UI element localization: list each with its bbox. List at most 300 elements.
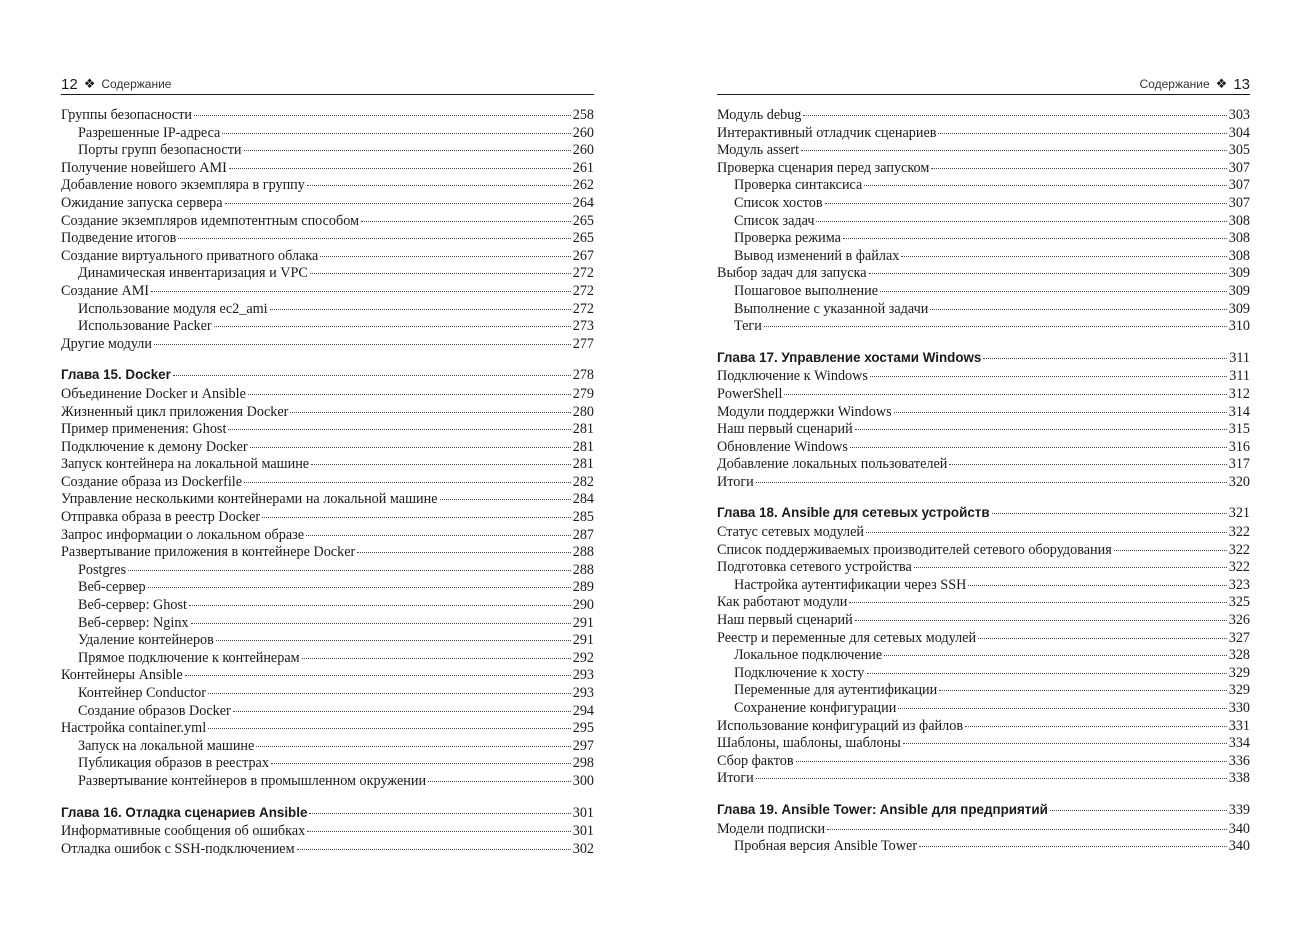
dot-leader xyxy=(214,325,571,327)
dot-leader xyxy=(154,343,571,345)
toc-entry-page: 329 xyxy=(1228,664,1250,681)
toc-entry-page: 262 xyxy=(572,177,594,194)
toc-entry-page: 260 xyxy=(572,124,594,141)
toc-entry-title: Жизненный цикл приложения Docker xyxy=(61,403,289,420)
toc-entry-title: Глава 19. Ansible Tower: Ansible для предприятий xyxy=(717,801,1048,817)
toc-entry-title: Группы безопасности xyxy=(61,107,193,123)
toc-chapter-heading xyxy=(61,366,594,384)
toc-entry-title: Глава 17. Управление хостами Windows xyxy=(717,349,982,365)
toc-entry xyxy=(61,421,594,439)
toc-entry xyxy=(717,195,1250,213)
toc-entry xyxy=(61,755,594,773)
toc-entry-page: 260 xyxy=(572,142,594,159)
toc-entry-page: 340 xyxy=(1228,838,1250,855)
running-header xyxy=(61,74,594,95)
running-title: Содержание xyxy=(1139,77,1210,91)
toc-chapter-heading xyxy=(717,801,1250,819)
toc-list xyxy=(61,107,594,858)
dot-leader xyxy=(914,566,1227,568)
toc-entry-title: Postgres xyxy=(78,561,127,578)
dot-leader xyxy=(850,446,1227,448)
toc-entry-page: 300 xyxy=(572,772,594,789)
ornament-icon: ❖ xyxy=(1215,76,1228,91)
toc-entry xyxy=(61,720,594,738)
toc-entry xyxy=(61,579,594,597)
toc-entry xyxy=(717,125,1250,143)
toc-entry-page: 281 xyxy=(572,456,594,473)
dot-leader xyxy=(816,220,1226,222)
page-number: 13 xyxy=(1233,75,1250,93)
dot-leader xyxy=(256,745,570,747)
toc-entry xyxy=(61,738,594,756)
toc-entry-title: Наш первый сценарий xyxy=(717,421,853,438)
toc-entry-page: 339 xyxy=(1228,801,1250,818)
toc-entry-page: 282 xyxy=(572,473,594,490)
toc-entry-title: Добавление локальных пользователей xyxy=(717,456,948,473)
toc-entry-title: Модуль debug xyxy=(717,107,802,123)
toc-entry xyxy=(717,368,1250,386)
toc-entry-title: Выбор задач для запуска xyxy=(717,265,867,282)
toc-entry-page: 302 xyxy=(572,840,594,857)
toc-entry xyxy=(61,544,594,562)
toc-entry-page: 307 xyxy=(1228,194,1250,211)
toc-entry-page: 272 xyxy=(572,265,594,282)
dot-leader xyxy=(867,672,1227,674)
dot-leader xyxy=(128,569,571,571)
toc-entry-page: 265 xyxy=(572,230,594,247)
toc-entry-page: 279 xyxy=(572,385,594,402)
toc-entry-page: 330 xyxy=(1228,700,1250,716)
toc-entry-title: Динамическая инвентаризация и VPC xyxy=(78,265,308,282)
dot-leader xyxy=(309,812,570,814)
toc-entry-title: Создание виртуального приватного облака xyxy=(61,247,319,264)
dot-leader xyxy=(864,184,1226,186)
dot-leader xyxy=(880,290,1227,292)
toc-entry xyxy=(717,230,1250,248)
dot-leader xyxy=(222,132,570,134)
toc-entry xyxy=(717,753,1250,771)
toc-entry xyxy=(61,125,594,143)
toc-entry-page: 273 xyxy=(572,318,594,335)
dot-leader xyxy=(965,725,1227,727)
toc-entry-page: 312 xyxy=(1228,385,1250,402)
dot-leader xyxy=(178,237,570,239)
toc-entry-title: Отправка образа в реестр Docker xyxy=(61,509,261,526)
toc-entry xyxy=(717,665,1250,683)
toc-entry xyxy=(717,718,1250,736)
dot-leader xyxy=(968,584,1226,586)
dot-leader xyxy=(930,308,1226,310)
dot-leader xyxy=(148,586,571,588)
toc-entry xyxy=(61,404,594,422)
toc-entry-title: Добавление нового экземпляра в группу xyxy=(61,177,305,194)
toc-entry-title: Список задач xyxy=(734,212,815,229)
toc-entry xyxy=(717,160,1250,178)
dot-leader xyxy=(173,374,571,376)
dot-leader xyxy=(983,357,1227,359)
toc-entry-page: 277 xyxy=(572,335,594,352)
toc-entry-title: Контейнер Conductor xyxy=(78,685,206,701)
toc-entry xyxy=(61,213,594,231)
ornament-icon: ❖ xyxy=(83,76,96,91)
toc-entry-title: Создание образов Docker xyxy=(78,702,231,719)
toc-entry-title: Ожидание запуска сервера xyxy=(61,194,223,211)
toc-entry-page: 320 xyxy=(1228,473,1250,490)
dot-leader xyxy=(244,481,571,483)
toc-entry xyxy=(61,318,594,336)
toc-entry-title: Переменные для аутентификации xyxy=(734,682,938,699)
toc-entry-title: PowerShell xyxy=(717,385,783,402)
toc-entry-page: 317 xyxy=(1228,456,1250,473)
toc-entry xyxy=(717,559,1250,577)
toc-entry xyxy=(61,456,594,474)
toc-entry xyxy=(61,491,594,509)
toc-entry-page: 308 xyxy=(1228,230,1250,247)
toc-entry xyxy=(717,301,1250,319)
toc-entry xyxy=(61,107,594,125)
toc-entry xyxy=(717,386,1250,404)
toc-entry-title: Как работают модули xyxy=(717,594,848,611)
toc-entry-page: 309 xyxy=(1228,300,1250,317)
dot-leader xyxy=(866,531,1227,533)
dot-leader xyxy=(898,707,1226,709)
dot-leader xyxy=(233,710,571,712)
toc-entry xyxy=(61,336,594,354)
toc-entry xyxy=(717,107,1250,125)
toc-entry-title: Теги xyxy=(734,318,762,335)
dot-leader xyxy=(307,184,571,186)
toc-entry-title: Прямое подключение к контейнерам xyxy=(78,649,300,666)
toc-entry-title: Проверка сценария перед запуском xyxy=(717,159,930,176)
toc-entry xyxy=(61,685,594,703)
toc-entry xyxy=(61,474,594,492)
toc-entry xyxy=(61,177,594,195)
dot-leader xyxy=(764,325,1227,327)
toc-entry xyxy=(717,647,1250,665)
toc-entry-title: Проверка синтаксиса xyxy=(734,177,863,194)
toc-entry-title: Запуск на локальной машине xyxy=(78,737,255,754)
toc-entry-title: Сбор фактов xyxy=(717,752,794,769)
toc-entry-page: 309 xyxy=(1228,282,1250,299)
dot-leader xyxy=(307,830,571,832)
toc-entry-page: 303 xyxy=(1228,107,1250,123)
toc-entry xyxy=(61,597,594,615)
toc-entry xyxy=(717,265,1250,283)
toc-entry-page: 291 xyxy=(572,632,594,649)
toc-entry xyxy=(61,773,594,791)
toc-entry-page: 328 xyxy=(1228,647,1250,664)
toc-entry-title: Разрешенные IP-адреса xyxy=(78,124,221,141)
toc-entry-title: Список поддерживаемых производителей сетевого оборудования xyxy=(717,541,1112,558)
dot-leader xyxy=(894,411,1227,413)
toc-entry-page: 287 xyxy=(572,526,594,543)
toc-entry-page: 323 xyxy=(1228,576,1250,593)
dot-leader xyxy=(306,534,571,536)
toc-entry xyxy=(717,213,1250,231)
toc-entry-page: 322 xyxy=(1228,541,1250,558)
dot-leader xyxy=(302,657,571,659)
toc-entry-page: 265 xyxy=(572,212,594,229)
toc-entry-title: Получение новейшего AMI xyxy=(61,159,227,176)
toc-chapter-heading xyxy=(717,349,1250,367)
toc-entry-title: Выполнение с указанной задачи xyxy=(734,300,929,317)
toc-entry-title: Настройка container.yml xyxy=(61,720,207,737)
toc-entry-title: Интерактивный отладчик сценариев xyxy=(717,124,937,141)
toc-entry-page: 325 xyxy=(1228,594,1250,611)
toc-entry xyxy=(717,474,1250,492)
toc-entry-page: 290 xyxy=(572,597,594,614)
dot-leader xyxy=(440,498,571,500)
dot-leader xyxy=(262,516,571,518)
dot-leader xyxy=(827,828,1227,830)
toc-entry-page: 309 xyxy=(1228,265,1250,282)
dot-leader xyxy=(189,604,571,606)
toc-entry xyxy=(61,667,594,685)
toc-entry xyxy=(717,682,1250,700)
dot-leader xyxy=(229,167,571,169)
toc-entry-page: 311 xyxy=(1229,368,1250,385)
running-title: Содержание xyxy=(101,77,172,91)
toc-entry-title: Создание AMI xyxy=(61,282,150,299)
toc-entry-page: 340 xyxy=(1228,820,1250,837)
toc-entry xyxy=(717,770,1250,788)
toc-entry-page: 308 xyxy=(1228,212,1250,229)
toc-entry-title: Информативные сообщения об ошибках xyxy=(61,823,306,840)
toc-entry-title: Удаление контейнеров xyxy=(78,632,214,649)
toc-entry-page: 334 xyxy=(1228,735,1250,752)
dot-leader xyxy=(801,149,1227,151)
toc-entry-page: 314 xyxy=(1228,403,1250,420)
dot-leader xyxy=(361,220,571,222)
dot-leader xyxy=(870,375,1227,377)
toc-entry-page: 293 xyxy=(572,685,594,701)
toc-entry-page: 301 xyxy=(572,804,594,821)
toc-entry-title: Статус сетевых модулей xyxy=(717,524,864,541)
dot-leader xyxy=(849,601,1226,603)
toc-entry-page: 278 xyxy=(572,367,594,384)
toc-entry-page: 329 xyxy=(1228,682,1250,699)
toc-entry-title: Запрос информации о локальном образе xyxy=(61,526,305,543)
toc-entry xyxy=(61,615,594,633)
dot-leader xyxy=(250,446,571,448)
toc-entry xyxy=(717,142,1250,160)
dot-leader xyxy=(992,512,1227,514)
toc-entry xyxy=(717,542,1250,560)
toc-entry xyxy=(61,230,594,248)
toc-entry-page: 281 xyxy=(572,421,594,438)
toc-entry xyxy=(61,841,594,859)
toc-entry-page: 267 xyxy=(572,247,594,264)
toc-entry-title: Модули поддержки Windows xyxy=(717,403,892,420)
toc-list xyxy=(717,107,1250,856)
toc-entry-title: Подготовка сетевого устройства xyxy=(717,559,912,576)
toc-entry xyxy=(717,177,1250,195)
toc-entry-page: 307 xyxy=(1228,159,1250,176)
toc-entry-title: Веб-сервер: Nginx xyxy=(78,614,189,631)
toc-entry-page: 322 xyxy=(1228,524,1250,541)
dot-leader xyxy=(938,132,1226,134)
toc-entry-title: Пробная версия Ansible Tower xyxy=(734,838,918,855)
toc-entry-page: 291 xyxy=(572,614,594,631)
dot-leader xyxy=(225,202,571,204)
toc-entry-page: 297 xyxy=(572,737,594,754)
toc-entry xyxy=(717,630,1250,648)
dot-leader xyxy=(320,255,570,257)
toc-entry-title: Подведение итогов xyxy=(61,230,177,247)
toc-entry-title: Публикация образов в реестрах xyxy=(78,755,269,772)
dot-leader xyxy=(843,237,1227,239)
toc-entry-title: Обновление Windows xyxy=(717,438,848,455)
toc-entry-title: Проверка режима xyxy=(734,230,841,247)
toc-entry-page: 310 xyxy=(1228,318,1250,335)
toc-entry xyxy=(717,318,1250,336)
toc-entry-page: 316 xyxy=(1228,438,1250,455)
toc-entry-title: Создание экземпляров идемпотентным способом xyxy=(61,212,360,229)
dot-leader xyxy=(855,428,1227,430)
toc-entry-title: Итоги xyxy=(717,473,754,490)
toc-entry xyxy=(717,421,1250,439)
toc-entry-page: 288 xyxy=(572,561,594,578)
dot-leader xyxy=(290,411,570,413)
toc-entry-title: Подключение к Windows xyxy=(717,368,868,385)
dot-leader xyxy=(216,639,571,641)
toc-entry-page: 264 xyxy=(572,194,594,211)
toc-entry xyxy=(61,248,594,266)
dot-leader xyxy=(796,760,1227,762)
toc-entry-title: Список хостов xyxy=(734,194,823,211)
toc-entry xyxy=(61,823,594,841)
toc-entry-title: Использование Packer xyxy=(78,318,212,335)
dot-leader xyxy=(919,845,1227,847)
toc-entry-page: 288 xyxy=(572,544,594,561)
dot-leader xyxy=(869,272,1227,274)
toc-entry-page: 298 xyxy=(572,755,594,772)
toc-entry xyxy=(61,195,594,213)
dot-leader xyxy=(208,727,571,729)
toc-entry-title: Управление несколькими контейнерами на локальной машине xyxy=(61,491,438,508)
toc-entry-title: Создание образа из Dockerfile xyxy=(61,473,243,490)
toc-entry-title: Модуль assert xyxy=(717,142,800,159)
dot-leader xyxy=(901,255,1226,257)
toc-entry xyxy=(717,821,1250,839)
toc-entry xyxy=(61,283,594,301)
toc-entry xyxy=(61,632,594,650)
dot-leader xyxy=(271,762,571,764)
toc-entry-page: 338 xyxy=(1228,770,1250,787)
toc-entry-page: 326 xyxy=(1228,612,1250,629)
dot-leader xyxy=(784,393,1226,395)
dot-leader xyxy=(357,551,570,553)
toc-entry-page: 304 xyxy=(1228,124,1250,141)
toc-entry-title: Глава 15. Docker xyxy=(61,367,171,383)
toc-entry-title: Пример применения: Ghost xyxy=(61,421,227,438)
toc-entry-title: Глава 16. Отладка сценариев Ansible xyxy=(61,804,308,820)
dot-leader xyxy=(1114,549,1227,551)
dot-leader xyxy=(248,393,571,395)
toc-entry-title: Контейнеры Ansible xyxy=(61,667,183,684)
toc-entry-page: 311 xyxy=(1229,349,1250,366)
toc-entry-page: 307 xyxy=(1228,177,1250,194)
toc-entry-title: Модели подписки xyxy=(717,820,826,837)
toc-entry-title: Вывод изменений в файлах xyxy=(734,247,900,264)
dot-leader xyxy=(228,428,570,430)
toc-entry-page: 258 xyxy=(572,107,594,123)
dot-leader xyxy=(1050,809,1227,811)
dot-leader xyxy=(244,149,571,151)
dot-leader xyxy=(185,674,571,676)
dot-leader xyxy=(949,463,1226,465)
toc-entry-page: 285 xyxy=(572,509,594,526)
toc-entry-title: Глава 18. Ansible для сетевых устройств xyxy=(717,505,990,521)
toc-entry-page: 331 xyxy=(1228,717,1250,734)
toc-entry-title: Отладка ошибок с SSH-подключением xyxy=(61,840,295,857)
toc-entry-page: 292 xyxy=(572,649,594,666)
toc-entry-title: Использование конфигураций из файлов xyxy=(717,717,964,734)
dot-leader xyxy=(803,114,1226,116)
dot-leader xyxy=(756,481,1227,483)
toc-entry xyxy=(61,509,594,527)
dot-leader xyxy=(428,780,571,782)
toc-entry-title: Развертывание приложения в контейнере Docker xyxy=(61,544,356,561)
toc-entry-title: Использование модуля ec2_ami xyxy=(78,300,268,317)
toc-entry xyxy=(61,142,594,160)
toc-entry xyxy=(717,735,1250,753)
toc-entry-page: 305 xyxy=(1228,142,1250,159)
toc-entry-title: Веб-сервер: Ghost xyxy=(78,597,187,614)
toc-entry xyxy=(717,700,1250,718)
toc-entry xyxy=(717,594,1250,612)
dot-leader xyxy=(903,742,1227,744)
dot-leader xyxy=(939,689,1226,691)
dot-leader xyxy=(825,202,1227,204)
toc-entry-page: 321 xyxy=(1228,505,1250,522)
toc-entry xyxy=(61,527,594,545)
dot-leader xyxy=(884,654,1227,656)
toc-entry xyxy=(61,160,594,178)
dot-leader xyxy=(978,637,1227,639)
toc-entry xyxy=(61,703,594,721)
toc-entry-title: Другие модули xyxy=(61,335,152,352)
toc-entry xyxy=(717,404,1250,422)
toc-entry-page: 308 xyxy=(1228,247,1250,264)
running-header xyxy=(717,74,1250,95)
page-number: 12 xyxy=(61,75,78,93)
toc-entry-page: 272 xyxy=(572,300,594,317)
toc-chapter-heading xyxy=(61,804,594,822)
toc-entry-page: 272 xyxy=(572,282,594,299)
toc-entry-page: 294 xyxy=(572,702,594,719)
toc-entry xyxy=(61,265,594,283)
toc-entry xyxy=(717,248,1250,266)
dot-leader xyxy=(208,692,571,694)
toc-entry-page: 289 xyxy=(572,579,594,596)
toc-entry-page: 327 xyxy=(1228,629,1250,646)
toc-entry xyxy=(717,838,1250,856)
toc-entry-title: Пошаговое выполнение xyxy=(734,282,879,299)
toc-entry-title: Наш первый сценарий xyxy=(717,612,853,629)
dot-leader xyxy=(756,777,1227,779)
toc-entry-page: 293 xyxy=(572,667,594,684)
toc-entry xyxy=(717,283,1250,301)
toc-entry-title: Реестр и переменные для сетевых модулей xyxy=(717,629,977,646)
toc-entry xyxy=(717,439,1250,457)
toc-entry xyxy=(717,456,1250,474)
dot-leader xyxy=(855,619,1227,621)
toc-entry-title: Объединение Docker и Ansible xyxy=(61,385,246,402)
toc-entry-page: 336 xyxy=(1228,752,1250,769)
toc-entry-page: 280 xyxy=(572,403,594,420)
toc-entry-page: 295 xyxy=(572,720,594,737)
